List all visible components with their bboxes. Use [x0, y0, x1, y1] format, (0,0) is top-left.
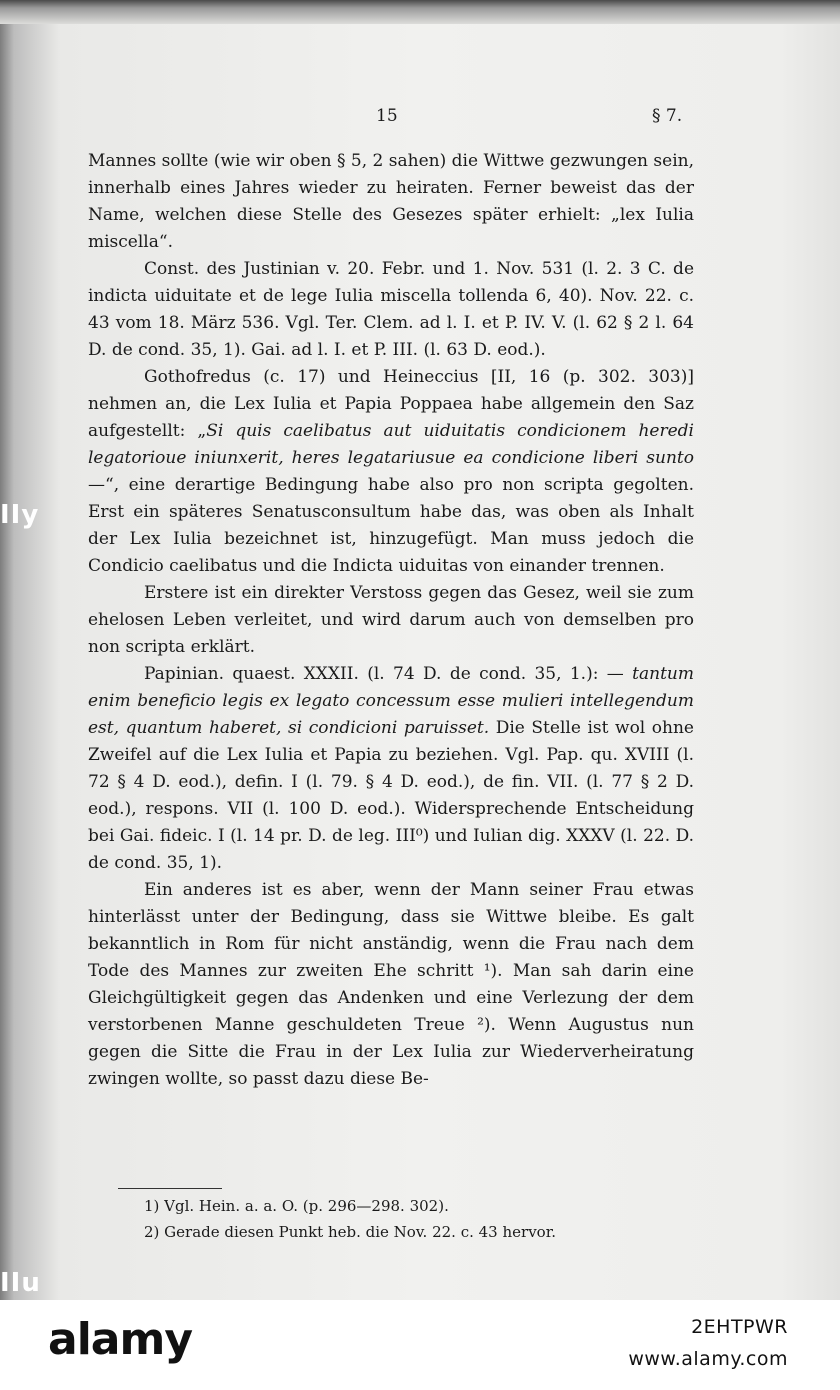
- side-watermark-mark-1: IIy: [0, 500, 40, 530]
- paragraph-1: Mannes sollte (wie wir oben § 5, 2 sahen) die Wittwe gezwungen sein, innerhalb eines Jahres wieder zu heiraten. Ferner beweist das der Name, welchen diese Stelle des Gesezes später erhielt: „lex Iulia miscella“.: [88, 151, 694, 252]
- image-id: 2EHTPWR: [691, 1316, 788, 1338]
- paragraph-5: [88, 661, 694, 877]
- section-mark: § 7.: [652, 106, 683, 126]
- footnotes: [144, 1193, 664, 1245]
- paragraph-5-latin-quote: tantum enim beneficio legis ex legato concessum esse mulieri intellegendum est, quantum haberet, si condicioni paruisset.: [88, 664, 694, 738]
- footnote-1: 1) Vgl. Hein. a. a. O. (p. 296—298. 302).: [144, 1197, 449, 1215]
- paragraph-3-text-before: Gothofredus (c. 17) und Heineccius [II, 16 (p. 302. 303)] nehmen an, die Lex Iulia et Papia Poppaea habe allgemein den Saz aufgestellt: „: [88, 367, 694, 441]
- paragraph-3-text-after: —“, eine derartige Bedingung habe also pro non scripta gegolten. Erst ein späteres Senatusconsultum habe das, was oben als Inhalt der Lex Iulia bezeichnet ist, hinzugefügt. Man muss jedoch die Condicio caelibatus und die Indicta uiduitas von einander trennen.: [88, 475, 694, 576]
- page-top-edge: [0, 0, 840, 24]
- side-watermark-mark-2: IIu: [0, 1268, 41, 1298]
- footnote-2: 2) Gerade diesen Punkt heb. die Nov. 22. c. 43 hervor.: [144, 1223, 556, 1241]
- paragraph-3: [88, 364, 694, 580]
- paragraph-6: Ein anderes ist es aber, wenn der Mann seiner Frau etwas hinterlässt unter der Bedingung, dass sie Wittwe bleibe. Es galt bekanntlich in Rom für nicht anständig, wenn die Frau nach dem Tode des Mannes zur zweiten Ehe schritt ¹). Man sah darin eine Gleichgültigkeit gegen das Andenken und eine Verlezung der dem verstorbenen Manne geschuldeten Treue ²). Wenn Augustus nun gegen die Sitte die Frau in der Lex Iulia zur Wiederverheiratung zwingen wollte, so passt dazu diese Be-: [88, 880, 694, 1089]
- site-url: www.alamy.com: [628, 1348, 788, 1370]
- body-text: [88, 148, 694, 1093]
- paragraph-5-text-after: Die Stelle ist wol ohne Zweifel auf die Lex Iulia et Papia zu beziehen. Vgl. Pap. qu. XVIII (l. 72 § 4 D. eod.), defin. I (l. 79. § 4 D. eod.), de fin. VII. (l. 77 § 2 D. eod.), respons. VII (l. 100 D. eod.). Widersprechende Entscheidung bei Gai. fideic. I (l. 14 pr. D. de leg. III⁰) und Iulian dig. XXXV (l. 22. D. de cond. 35, 1).: [88, 718, 694, 873]
- paragraph-2: Const. des Justinian v. 20. Febr. und 1. Nov. 531 (l. 2. 3 C. de indicta uiduitate et de lege Iulia miscella tollenda 6, 40). Nov. 22. c. 43 vom 18. März 536. Vgl. Ter. Clem. ad l. I. et P. IV. V. (l. 62 § 2 l. 64 D. de cond. 35, 1). Gai. ad l. I. et P. III. (l. 63 D. eod.).: [88, 259, 694, 360]
- footnote-rule: [118, 1188, 222, 1189]
- paragraph-4: Erstere ist ein direkter Verstoss gegen das Gesez, weil sie zum ehelosen Leben verleitet, und wird darum auch von demselben pro non scripta erklärt.: [88, 583, 694, 657]
- alamy-logo: alamy: [48, 1314, 192, 1365]
- paragraph-3-latin-quote: Si quis caelibatus aut uiduitatis condicionem heredi legatorioue iniunxerit, heres legatariusue ea condicione liberi sunto: [88, 421, 694, 468]
- page-number: 15: [376, 106, 398, 126]
- paragraph-5-text-before: Papinian. quaest. XXXII. (l. 74 D. de cond. 35, 1.): —: [144, 664, 633, 684]
